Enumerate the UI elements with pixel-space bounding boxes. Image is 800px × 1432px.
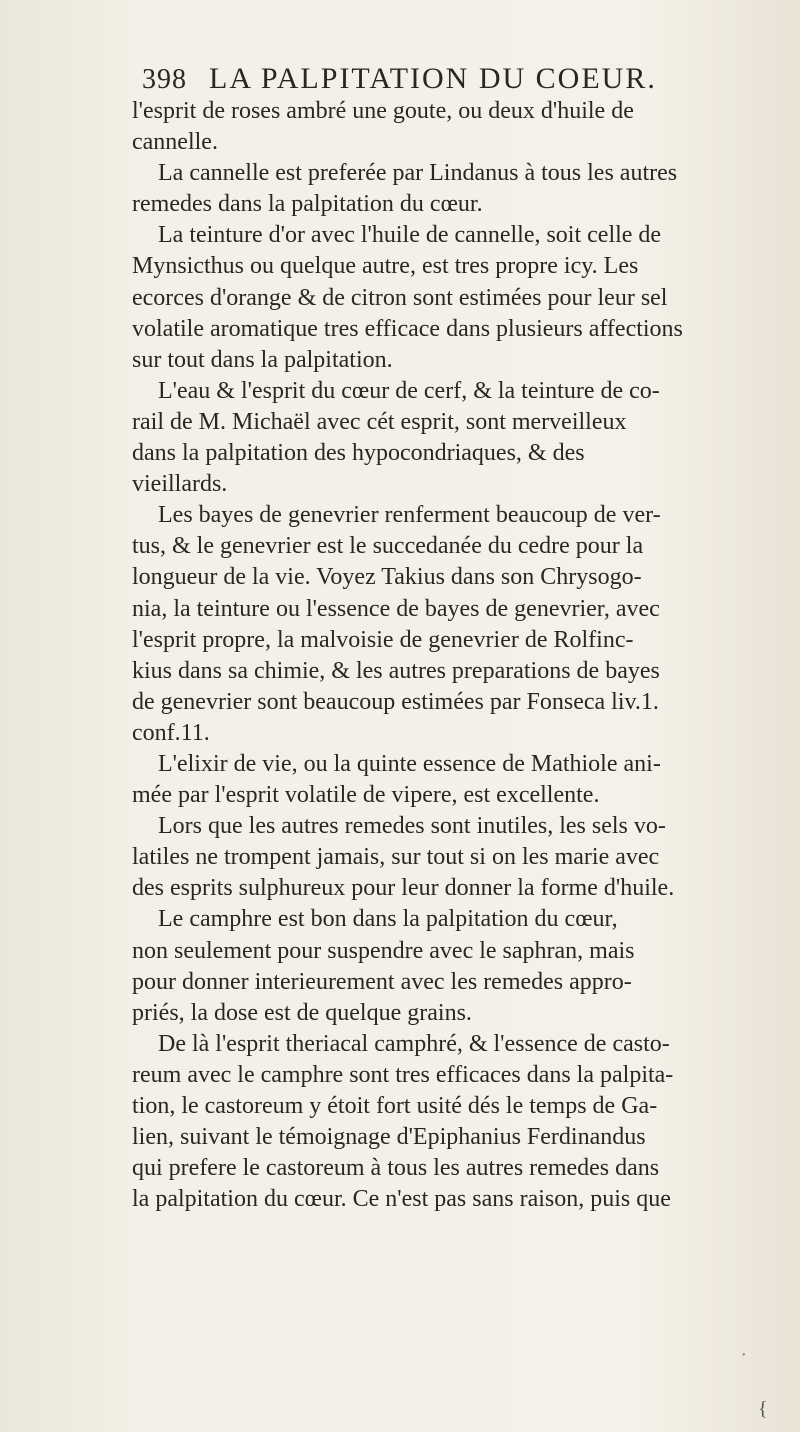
text-line: ecorces d'orange & de citron sont estimées pour leur sel bbox=[132, 284, 668, 311]
text-line: pour donner interieurement avec les remedes appro- bbox=[132, 968, 632, 995]
text-line: latiles ne trompent jamais, sur tout si on les marie avec bbox=[132, 844, 660, 871]
text-line: non seulement pour suspendre avec le saphran, mais bbox=[132, 937, 635, 964]
text-line: volatile aromatique tres efficace dans plusieurs affections bbox=[132, 315, 683, 342]
text-line: des esprits sulphureux pour leur donner la forme d'huile. bbox=[132, 875, 675, 902]
text-line: De là l'esprit theriacal camphré, & l'essence de casto- bbox=[158, 1030, 670, 1057]
text-line: conf.11. bbox=[132, 719, 210, 746]
ink-specks: • bbox=[742, 1350, 746, 1361]
text-line: l'esprit de roses ambré une goute, ou deux d'huile de bbox=[132, 98, 634, 124]
text-line: tion, le castoreum y étoit fort usité dés le temps de Ga- bbox=[132, 1093, 658, 1119]
text-line: la palpitation du cœur. Ce n'est pas sans raison, puis que bbox=[132, 1186, 671, 1213]
text-line: nia, la teinture ou l'essence de bayes de genevrier, avec bbox=[132, 595, 660, 622]
text-line: reum avec le camphre sont tres efficaces dans la palpita- bbox=[132, 1061, 674, 1088]
body-text bbox=[132, 96, 768, 1215]
text-line: dans la palpitation des hypocondriaques, & des bbox=[132, 440, 585, 467]
footer-mark: { bbox=[758, 1398, 768, 1420]
text-line: priés, la dose est de quelque grains. bbox=[132, 999, 472, 1026]
page-number: 398 bbox=[142, 64, 187, 95]
text-line: lien, suivant le témoignage d'Epiphanius Ferdinandus bbox=[132, 1124, 646, 1151]
text-line: mée par l'esprit volatile de vipere, est excellente. bbox=[132, 782, 600, 809]
text-line: Le camphre est bon dans la palpitation du cœur, bbox=[158, 906, 618, 933]
text-line: tus, & le genevrier est le succedanée du cedre pour la bbox=[132, 533, 644, 560]
text-line: sur tout dans la palpitation. bbox=[132, 346, 393, 373]
text-line: cannelle. bbox=[132, 129, 218, 156]
running-title: LA PALPITATION DU COEUR. bbox=[209, 62, 657, 95]
text-line: l'esprit propre, la malvoisie de genevrier de Rolfinc- bbox=[132, 626, 634, 653]
text-line: kius dans sa chimie, & les autres preparations de bayes bbox=[132, 657, 660, 684]
text-line: Les bayes de genevrier renferment beaucoup de ver- bbox=[158, 502, 661, 529]
text-line: rail de M. Michaël avec cét esprit, sont merveilleux bbox=[132, 408, 627, 435]
text-line: Mynsicthus ou quelque autre, est tres propre icy. Les bbox=[132, 253, 639, 280]
text-line: vieillards. bbox=[132, 471, 228, 498]
text-line: La cannelle est preferée par Lindanus à tous les autres bbox=[158, 160, 678, 187]
text-line: L'eau & l'esprit du cœur de cerf, & la teinture de co- bbox=[158, 377, 660, 404]
text-line: remedes dans la palpitation du cœur. bbox=[132, 191, 483, 218]
text-line: L'elixir de vie, ou la quinte essence de Mathiole ani- bbox=[158, 750, 661, 777]
text-line: La teinture d'or avec l'huile de cannelle, soit celle de bbox=[158, 222, 662, 249]
text-line: de genevrier sont beaucoup estimées par Fonseca liv.1. bbox=[132, 688, 659, 715]
text-line: longueur de la vie. Voyez Takius dans son Chrysogo- bbox=[132, 564, 642, 591]
page-header bbox=[142, 62, 782, 96]
text-line: Lors que les autres remedes sont inutiles, les sels vo- bbox=[158, 813, 666, 840]
text-line: qui prefere le castoreum à tous les autres remedes dans bbox=[132, 1155, 660, 1182]
